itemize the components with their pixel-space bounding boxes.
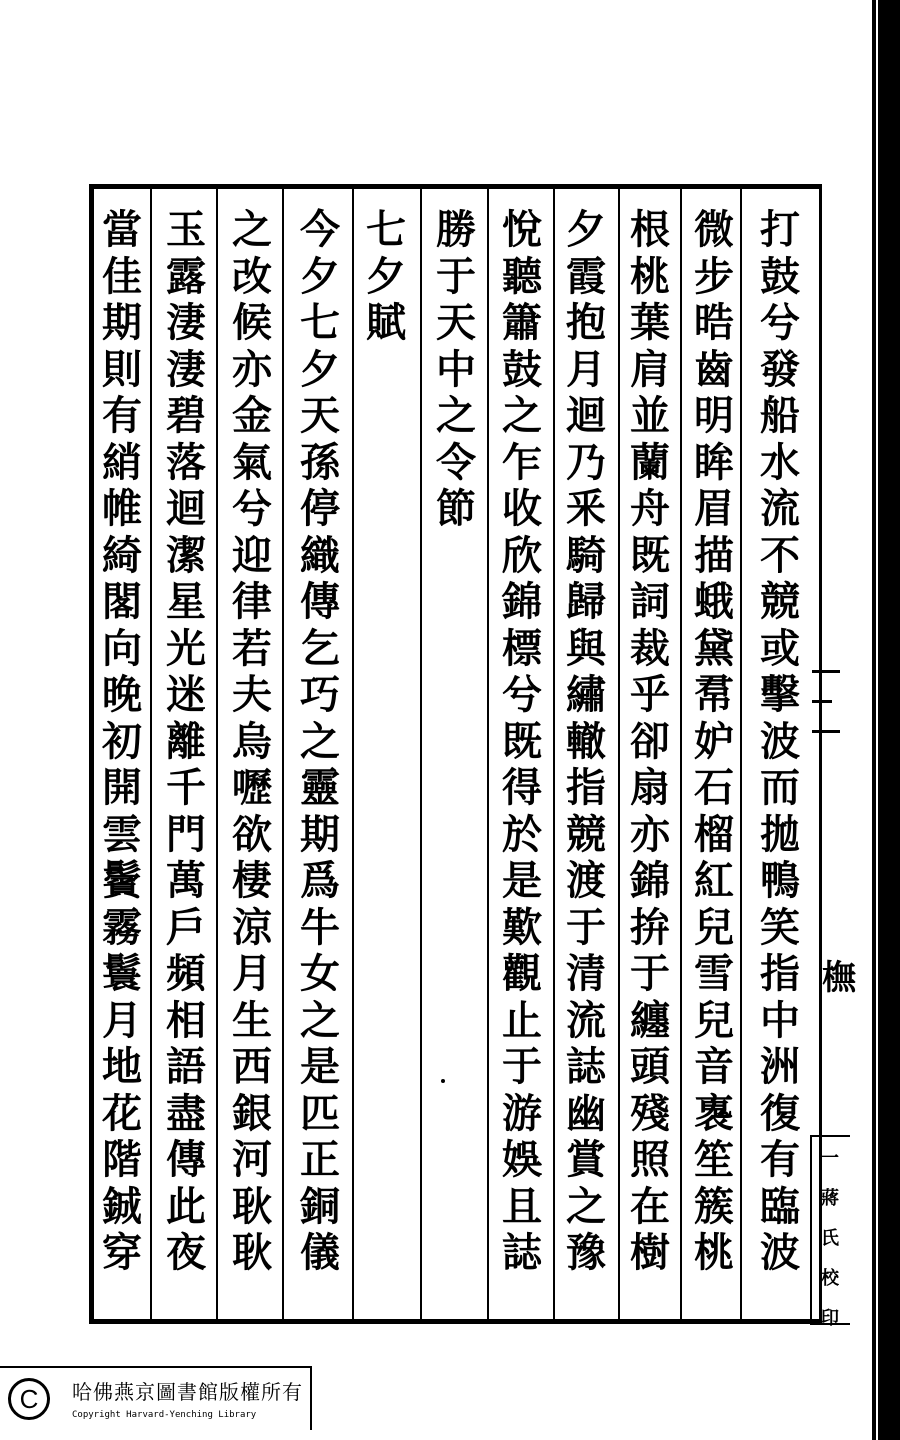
- glyph: 船: [760, 392, 800, 439]
- glyph: 天: [436, 299, 476, 346]
- glyph: 打: [760, 206, 800, 253]
- glyph: 耿: [232, 1229, 272, 1276]
- glyph: 金: [232, 392, 272, 439]
- glyph: 烏: [232, 717, 272, 765]
- glyph: 停: [300, 485, 340, 532]
- glyph: 波: [760, 717, 800, 765]
- glyph: 鋮: [102, 1182, 142, 1230]
- glyph: 簫: [502, 299, 542, 346]
- glyph: 鬟: [102, 950, 142, 997]
- glyph: 月: [102, 996, 142, 1044]
- glyph: 頻: [166, 950, 206, 997]
- glyph: 齒: [694, 345, 734, 393]
- glyph: 是: [502, 857, 542, 904]
- glyph: 微: [694, 206, 734, 253]
- glyph: 復: [760, 1089, 800, 1137]
- glyph: 幽: [566, 1089, 606, 1137]
- glyph: 語: [166, 1043, 206, 1090]
- glyph: 之: [436, 392, 476, 439]
- glyph: 桃: [630, 252, 670, 300]
- glyph: 褢: [694, 1089, 734, 1137]
- glyph: 生: [232, 996, 272, 1044]
- glyph: 騎: [566, 531, 606, 579]
- glyph: 鬢: [102, 857, 142, 904]
- glyph: 雪: [694, 950, 734, 997]
- glyph: 標: [502, 624, 542, 672]
- glyph: 露: [166, 252, 206, 300]
- glyph: 佳: [102, 252, 142, 300]
- glyph: 渡: [566, 857, 606, 904]
- glyph: 氏: [821, 1228, 839, 1249]
- glyph: 肩: [630, 345, 670, 393]
- glyph: 之: [566, 1182, 606, 1230]
- glyph: 葉: [630, 299, 670, 346]
- glyph: 兮: [502, 671, 542, 718]
- glyph: 離: [166, 717, 206, 765]
- glyph: 於: [502, 810, 542, 858]
- glyph: 賞: [566, 1136, 606, 1183]
- glyph: 裁: [630, 624, 670, 672]
- glyph: 霞: [566, 252, 606, 300]
- glyph: 與: [566, 624, 606, 672]
- glyph: 匹: [300, 1089, 340, 1137]
- glyph: 若: [232, 624, 272, 672]
- glyph: 頭: [630, 1043, 670, 1090]
- glyph: 于: [566, 903, 606, 951]
- glyph: 拚: [630, 903, 670, 951]
- glyph: 豫: [566, 1229, 606, 1276]
- glyph: 令: [436, 438, 476, 486]
- glyph: 並: [630, 392, 670, 439]
- glyph: 或: [760, 624, 800, 672]
- glyph: 夕: [566, 206, 606, 253]
- glyph: 波: [760, 1229, 800, 1276]
- glyph: 收: [502, 485, 542, 532]
- glyph: 印: [821, 1308, 839, 1329]
- glyph: 嚦: [232, 764, 272, 811]
- glyph: 綃: [102, 438, 142, 486]
- text-column-2: [686, 206, 742, 1280]
- glyph: 今: [300, 206, 340, 253]
- copyright-line: Copyright Harvard-Yenching Library: [72, 1410, 257, 1420]
- glyph: 有: [102, 392, 142, 439]
- glyph: 誌: [502, 1229, 542, 1276]
- glyph: 音: [694, 1043, 734, 1090]
- glyph: 流: [760, 485, 800, 532]
- glyph: 涼: [232, 903, 272, 951]
- glyph: 纏: [630, 996, 670, 1044]
- column-divider: [553, 189, 555, 1320]
- glyph: 期: [102, 299, 142, 346]
- margin-character: 橅: [822, 958, 856, 998]
- glyph: 織: [300, 531, 340, 579]
- column-divider: [216, 189, 218, 1320]
- glyph: 夜: [166, 1229, 206, 1276]
- glyph: 抱: [566, 299, 606, 346]
- glyph: 于: [630, 950, 670, 997]
- glyph: 傳: [166, 1136, 206, 1183]
- glyph: 夕: [366, 252, 406, 300]
- glyph: 歎: [502, 903, 542, 951]
- glyph: 步: [694, 252, 734, 300]
- glyph: 桃: [694, 1229, 734, 1276]
- glyph: 地: [102, 1043, 142, 1090]
- glyph: 于: [436, 252, 476, 300]
- glyph: 霧: [102, 903, 142, 951]
- glyph: 中: [760, 996, 800, 1044]
- glyph: 兮: [232, 485, 272, 532]
- glyph: 發: [760, 345, 800, 393]
- glyph: 孫: [300, 438, 340, 486]
- glyph: 娛: [502, 1136, 542, 1183]
- glyph: 門: [166, 810, 206, 858]
- glyph: 七: [366, 206, 406, 253]
- collation-stamp: [812, 1150, 848, 1350]
- glyph: 晚: [102, 671, 142, 718]
- glyph: 傳: [300, 578, 340, 625]
- glyph: 樹: [630, 1229, 670, 1276]
- glyph: 蛾: [694, 578, 734, 625]
- glyph: 是: [300, 1043, 340, 1090]
- glyph: 亦: [630, 810, 670, 858]
- glyph: 清: [566, 950, 606, 997]
- glyph: 中: [436, 345, 476, 393]
- glyph: 巧: [300, 671, 340, 718]
- glyph: 在: [630, 1182, 670, 1230]
- text-column-6: [428, 206, 484, 536]
- glyph: 綺: [102, 531, 142, 579]
- column-divider: [420, 189, 422, 1320]
- glyph: 蔣: [821, 1188, 839, 1209]
- glyph: 歸: [566, 578, 606, 625]
- text-column-1: [752, 206, 808, 1280]
- glyph: 描: [694, 531, 734, 579]
- glyph: 之: [300, 996, 340, 1044]
- glyph: 乍: [502, 438, 542, 486]
- glyph: 洲: [760, 1043, 800, 1090]
- glyph: 之: [232, 206, 272, 253]
- glyph: 眸: [694, 438, 734, 486]
- glyph: 乃: [566, 438, 606, 486]
- glyph: 雲: [102, 810, 142, 858]
- glyph: 潔: [166, 531, 206, 579]
- glyph: 西: [232, 1043, 272, 1090]
- glyph: 誌: [566, 1043, 606, 1090]
- glyph: 律: [232, 578, 272, 625]
- glyph: 而: [760, 764, 800, 811]
- glyph: 迴: [566, 392, 606, 439]
- glyph: 舟: [630, 485, 670, 532]
- glyph: 勝: [436, 206, 476, 253]
- glyph: 繡: [566, 671, 606, 718]
- glyph: 初: [102, 717, 142, 765]
- text-column-11: [94, 206, 150, 1280]
- glyph: 競: [566, 810, 606, 858]
- glyph: 校: [821, 1268, 839, 1289]
- glyph: 不: [760, 531, 800, 579]
- glyph: 黛: [694, 624, 734, 672]
- glyph: 扇: [630, 764, 670, 811]
- glyph: 則: [102, 345, 142, 393]
- glyph: 迷: [166, 671, 206, 718]
- column-divider: [487, 189, 489, 1320]
- glyph: 爲: [300, 857, 340, 904]
- glyph: 既: [630, 531, 670, 579]
- glyph: 玉: [166, 206, 206, 253]
- glyph: 銅: [300, 1182, 340, 1230]
- glyph: 殘: [630, 1089, 670, 1137]
- glyph: 光: [166, 624, 206, 672]
- margin-rule-block: [812, 670, 840, 870]
- glyph: 花: [102, 1089, 142, 1137]
- glyph: 轍: [566, 717, 606, 765]
- glyph: 乞: [300, 624, 340, 672]
- glyph: 帬: [694, 671, 734, 718]
- glyph: 棲: [232, 857, 272, 904]
- text-column-10: [158, 206, 214, 1280]
- column-divider: [618, 189, 620, 1320]
- glyph: 明: [694, 392, 734, 439]
- glyph: 欣: [502, 531, 542, 579]
- glyph: 戶: [166, 903, 206, 951]
- glyph: 夕: [300, 345, 340, 393]
- glyph: 期: [300, 810, 340, 858]
- glyph: 鼓: [760, 252, 800, 300]
- glyph: 迎: [232, 531, 272, 579]
- glyph: 節: [436, 485, 476, 532]
- glyph: 詞: [630, 578, 670, 625]
- text-column-5: [494, 206, 550, 1280]
- glyph: 七: [300, 299, 340, 346]
- glyph: 階: [102, 1136, 142, 1183]
- glyph: 釆: [566, 485, 606, 532]
- glyph: 臨: [760, 1182, 800, 1230]
- glyph: 游: [502, 1089, 542, 1137]
- glyph: 改: [232, 252, 272, 300]
- glyph: 榴: [694, 810, 734, 858]
- glyph: 月: [566, 345, 606, 393]
- glyph: 觀: [502, 950, 542, 997]
- glyph: 萬: [166, 857, 206, 904]
- glyph: 卻: [630, 717, 670, 765]
- ink-dot: [441, 1079, 445, 1083]
- glyph: 兒: [694, 903, 734, 951]
- glyph: 且: [502, 1182, 542, 1230]
- glyph: 夕: [300, 252, 340, 300]
- column-divider: [352, 189, 354, 1320]
- glyph: 蘭: [630, 438, 670, 486]
- glyph: 有: [760, 1136, 800, 1183]
- glyph: 水: [760, 438, 800, 486]
- glyph: 笑: [760, 903, 800, 951]
- glyph: 淒: [166, 299, 206, 346]
- glyph: 月: [232, 950, 272, 997]
- column-divider: [680, 189, 682, 1320]
- glyph: 于: [502, 1043, 542, 1090]
- scan-edge-line: [872, 0, 876, 1440]
- text-column-4: [558, 206, 614, 1280]
- glyph: 穿: [102, 1229, 142, 1276]
- text-column-3: [622, 206, 678, 1280]
- glyph: 儀: [300, 1229, 340, 1276]
- glyph: 聽: [502, 252, 542, 300]
- glyph: 夫: [232, 671, 272, 718]
- glyph: 錦: [502, 578, 542, 625]
- glyph: 閣: [102, 578, 142, 625]
- glyph: 迴: [166, 485, 206, 532]
- glyph: 一: [821, 1148, 839, 1169]
- glyph: 指: [566, 764, 606, 811]
- glyph: 錦: [630, 857, 670, 904]
- glyph: 賦: [366, 299, 406, 346]
- glyph: 亦: [232, 345, 272, 393]
- glyph: 開: [102, 764, 142, 811]
- glyph: 擊: [760, 671, 800, 718]
- glyph: 盡: [166, 1089, 206, 1137]
- section-title-column: [358, 206, 414, 350]
- glyph: 悅: [502, 206, 542, 253]
- copyright-icon: C: [8, 1378, 50, 1420]
- glyph: 相: [166, 996, 206, 1044]
- glyph: 鼓: [502, 345, 542, 393]
- glyph: 照: [630, 1136, 670, 1183]
- glyph: 千: [166, 764, 206, 811]
- glyph: 落: [166, 438, 206, 486]
- glyph: 星: [166, 578, 206, 625]
- glyph: 欲: [232, 810, 272, 858]
- glyph: 流: [566, 996, 606, 1044]
- column-divider: [150, 189, 152, 1320]
- glyph: 眉: [694, 485, 734, 532]
- glyph: 之: [300, 717, 340, 765]
- glyph: 鴨: [760, 857, 800, 904]
- text-column-8: [292, 206, 348, 1280]
- glyph: 正: [300, 1136, 340, 1183]
- glyph: 拋: [760, 810, 800, 858]
- glyph: 競: [760, 578, 800, 625]
- glyph: 晧: [694, 299, 734, 346]
- glyph: 淒: [166, 345, 206, 393]
- glyph: 止: [502, 996, 542, 1044]
- glyph: 牛: [300, 903, 340, 951]
- glyph: 乎: [630, 671, 670, 718]
- glyph: 碧: [166, 392, 206, 439]
- glyph: 天: [300, 392, 340, 439]
- glyph: 靈: [300, 764, 340, 811]
- glyph: 銀: [232, 1089, 272, 1137]
- glyph: 之: [502, 392, 542, 439]
- glyph: 候: [232, 299, 272, 346]
- glyph: 此: [166, 1182, 206, 1230]
- glyph: 既: [502, 717, 542, 765]
- library-name: 哈佛燕京圖書館版權所有: [72, 1380, 303, 1404]
- glyph: 兒: [694, 996, 734, 1044]
- glyph: 紅: [694, 857, 734, 904]
- glyph: 帷: [102, 485, 142, 532]
- glyph: 妒: [694, 717, 734, 765]
- glyph: 得: [502, 764, 542, 811]
- glyph: 兮: [760, 299, 800, 346]
- glyph: 笙: [694, 1136, 734, 1183]
- glyph: 石: [694, 764, 734, 811]
- scan-edge-shadow: [878, 0, 900, 1440]
- glyph: 當: [102, 206, 142, 253]
- glyph: 向: [102, 624, 142, 672]
- glyph: 根: [630, 206, 670, 253]
- glyph: 耿: [232, 1182, 272, 1230]
- glyph: 女: [300, 950, 340, 997]
- text-column-9: [224, 206, 280, 1280]
- glyph: 簇: [694, 1182, 734, 1230]
- column-divider: [282, 189, 284, 1320]
- glyph: 指: [760, 950, 800, 997]
- glyph: 河: [232, 1136, 272, 1183]
- glyph: 氣: [232, 438, 272, 486]
